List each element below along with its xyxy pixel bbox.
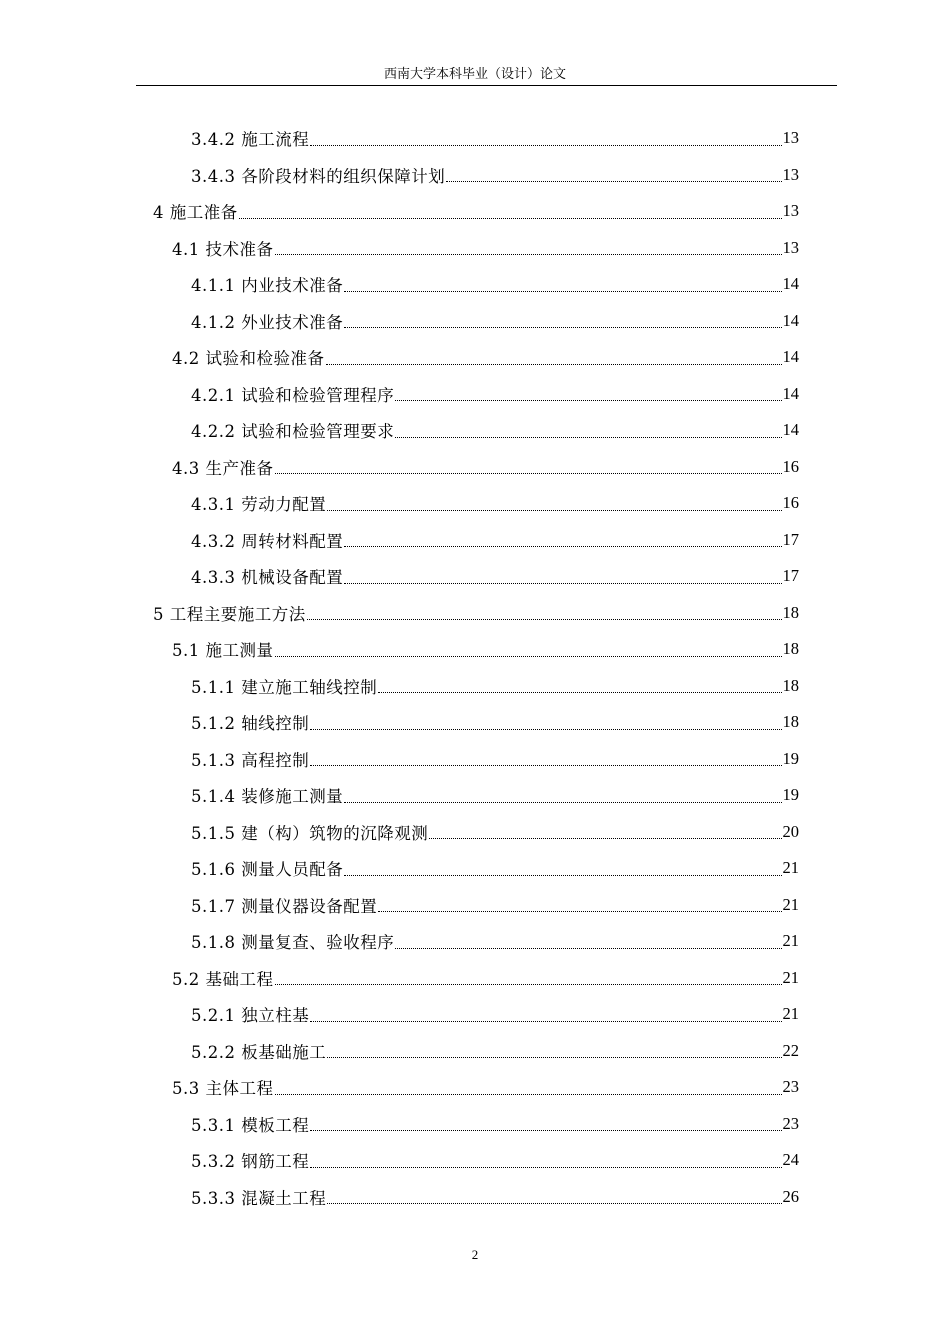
toc-entry[interactable]	[191, 923, 799, 959]
toc-entry[interactable]	[191, 1033, 799, 1069]
toc-entry-page: 21	[782, 931, 799, 950]
toc-dot-leader	[378, 692, 781, 693]
toc-dot-leader	[310, 765, 781, 766]
toc-entry-page: 13	[782, 201, 799, 220]
toc-entry-page: 18	[782, 712, 799, 731]
toc-dot-leader	[310, 729, 781, 730]
toc-dot-leader	[310, 1021, 781, 1022]
header-rule	[136, 85, 837, 86]
toc-entry-title: 4.3.2 周转材料配置	[191, 531, 344, 551]
toc-dot-leader	[275, 984, 782, 985]
toc-entry-page: 21	[782, 894, 799, 914]
toc-entry[interactable]	[172, 449, 799, 485]
toc-entry-page: 21	[782, 967, 799, 987]
toc-dot-leader	[326, 364, 782, 365]
toc-entry-title: 4.2.2 试验和检验管理要求	[191, 422, 395, 441]
toc-entry-title: 5.1.3 高程控制	[191, 750, 310, 770]
toc-entry[interactable]	[191, 522, 799, 558]
toc-entry-page: 23	[782, 1077, 799, 1096]
toc-dot-leader	[446, 181, 781, 182]
toc-dot-leader	[344, 583, 781, 584]
toc-dot-leader	[310, 1130, 781, 1131]
toc-dot-leader	[327, 1203, 781, 1204]
toc-entry-title: 5.1 施工测量	[172, 641, 274, 660]
toc-entry-title: 5.3.2 钢筋工程	[191, 1152, 310, 1171]
toc-entry-title: 5.1.4 装修施工测量	[191, 787, 344, 806]
toc-dot-leader	[275, 254, 782, 255]
toc-entry[interactable]	[172, 960, 799, 996]
toc-entry-title: 5.2 基础工程	[172, 969, 274, 989]
toc-entry[interactable]	[191, 887, 799, 923]
toc-dot-leader	[239, 218, 782, 219]
toc-entry-page: 14	[782, 383, 799, 403]
toc-entry-page: 13	[782, 128, 799, 147]
toc-entry-title: 5.3 主体工程	[172, 1079, 274, 1098]
toc-dot-leader	[344, 291, 781, 292]
toc-entry-page: 20	[782, 821, 799, 841]
toc-entry-page: 23	[782, 1113, 799, 1133]
toc-entry-title: 5.3.3 混凝土工程	[191, 1188, 327, 1208]
toc-entry[interactable]	[191, 120, 799, 156]
toc-entry-title: 4 施工准备	[153, 203, 238, 222]
toc-entry[interactable]	[153, 595, 799, 631]
toc-dot-leader	[395, 437, 781, 438]
toc-entry-page: 24	[782, 1150, 799, 1169]
toc-entry-page: 13	[782, 237, 799, 257]
toc-entry[interactable]	[191, 376, 799, 412]
toc-entry-page: 16	[782, 493, 799, 512]
toc-dot-leader	[395, 948, 781, 949]
toc-entry-page: 14	[782, 347, 799, 366]
toc-dot-leader	[275, 656, 782, 657]
toc-dot-leader	[327, 510, 781, 511]
toc-entry-page: 21	[782, 1004, 799, 1023]
toc-entry[interactable]	[191, 412, 799, 448]
toc-entry-page: 26	[782, 1186, 799, 1206]
toc-entry-page: 14	[782, 274, 799, 293]
toc-entry-title: 5.1.7 测量仪器设备配置	[191, 896, 378, 916]
toc-entry-page: 16	[782, 456, 799, 476]
toc-entry[interactable]	[191, 777, 799, 813]
toc-entry-page: 22	[782, 1040, 799, 1060]
toc-entry-title: 5.2.2 板基础施工	[191, 1042, 327, 1062]
toc-dot-leader	[344, 802, 781, 803]
toc-entry-page: 21	[782, 858, 799, 877]
toc-entry[interactable]	[191, 1142, 799, 1178]
toc-entry[interactable]	[172, 339, 799, 375]
toc-entry-page: 14	[782, 420, 799, 439]
toc-dot-leader	[429, 838, 781, 839]
toc-entry-title: 4.1.1 内业技术准备	[191, 276, 344, 295]
toc-entry[interactable]	[191, 157, 799, 193]
toc-entry-title: 5 工程主要施工方法	[153, 604, 306, 624]
toc-entry-page: 19	[782, 748, 799, 768]
toc-dot-leader	[307, 619, 782, 620]
toc-entry[interactable]	[191, 668, 799, 704]
toc-entry-title: 4.1.2 外业技术准备	[191, 312, 344, 332]
toc-entry[interactable]	[191, 741, 799, 777]
toc-entry-title: 4.2.1 试验和检验管理程序	[191, 385, 395, 405]
toc-entry[interactable]	[191, 266, 799, 302]
toc-entry[interactable]	[172, 631, 799, 667]
toc-entry[interactable]	[153, 193, 799, 229]
toc-entry-page: 17	[782, 529, 799, 549]
toc-entry-title: 5.2.1 独立柱基	[191, 1006, 310, 1025]
toc-entry[interactable]	[191, 1179, 799, 1215]
toc-entry[interactable]	[191, 996, 799, 1032]
toc-entry-title: 5.1.2 轴线控制	[191, 714, 310, 733]
toc-entry-title: 4.3.3 机械设备配置	[191, 568, 344, 587]
toc-entry[interactable]	[172, 230, 799, 266]
toc-entry[interactable]	[191, 814, 799, 850]
toc-entry-title: 5.1.6 测量人员配备	[191, 860, 344, 879]
page-number: 2	[471, 1247, 479, 1262]
toc-dot-leader	[344, 875, 781, 876]
toc-entry-page: 13	[782, 164, 799, 184]
toc-dot-leader	[310, 145, 781, 146]
toc-dot-leader	[275, 473, 782, 474]
toc-entry-page: 18	[782, 675, 799, 695]
toc-entry-title: 5.1.5 建（构）筑物的沉降观测	[191, 823, 429, 843]
toc-entry[interactable]	[191, 485, 799, 521]
toc-entry-title: 4.2 试验和检验准备	[172, 349, 325, 368]
toc-entry-page: 18	[782, 602, 799, 622]
toc-entry[interactable]	[191, 1106, 799, 1142]
toc-entry-title: 3.4.2 施工流程	[191, 130, 310, 149]
toc-entry-title: 4.1 技术准备	[172, 239, 274, 259]
toc-dot-leader	[395, 400, 781, 401]
toc-entry[interactable]	[191, 850, 799, 886]
toc-entry-title: 4.3 生产准备	[172, 458, 274, 478]
toc-entry-page: 19	[782, 785, 799, 804]
toc-entry-title: 3.4.3 各阶段材料的组织保障计划	[191, 166, 446, 186]
toc-entry-title: 4.3.1 劳动力配置	[191, 495, 327, 514]
toc-dot-leader	[378, 911, 781, 912]
toc-dot-leader	[327, 1057, 781, 1058]
toc-dot-leader	[344, 327, 781, 328]
toc-entry-page: 17	[782, 566, 799, 585]
toc-dot-leader	[344, 546, 781, 547]
toc-dot-leader	[310, 1167, 781, 1168]
toc-entry[interactable]	[191, 704, 799, 740]
toc-dot-leader	[275, 1094, 782, 1095]
toc-entry[interactable]	[191, 303, 799, 339]
toc-entry-page: 14	[782, 310, 799, 330]
toc-entry[interactable]	[191, 558, 799, 594]
toc-entry-page: 18	[782, 639, 799, 658]
toc-entry-title: 5.1.8 测量复查、验收程序	[191, 933, 395, 952]
toc-entry[interactable]	[172, 1069, 799, 1105]
page-header: 西南大学本科毕业（设计）论文	[383, 67, 566, 82]
toc-entry-title: 5.1.1 建立施工轴线控制	[191, 677, 378, 697]
toc-entry-title: 5.3.1 模板工程	[191, 1115, 310, 1135]
